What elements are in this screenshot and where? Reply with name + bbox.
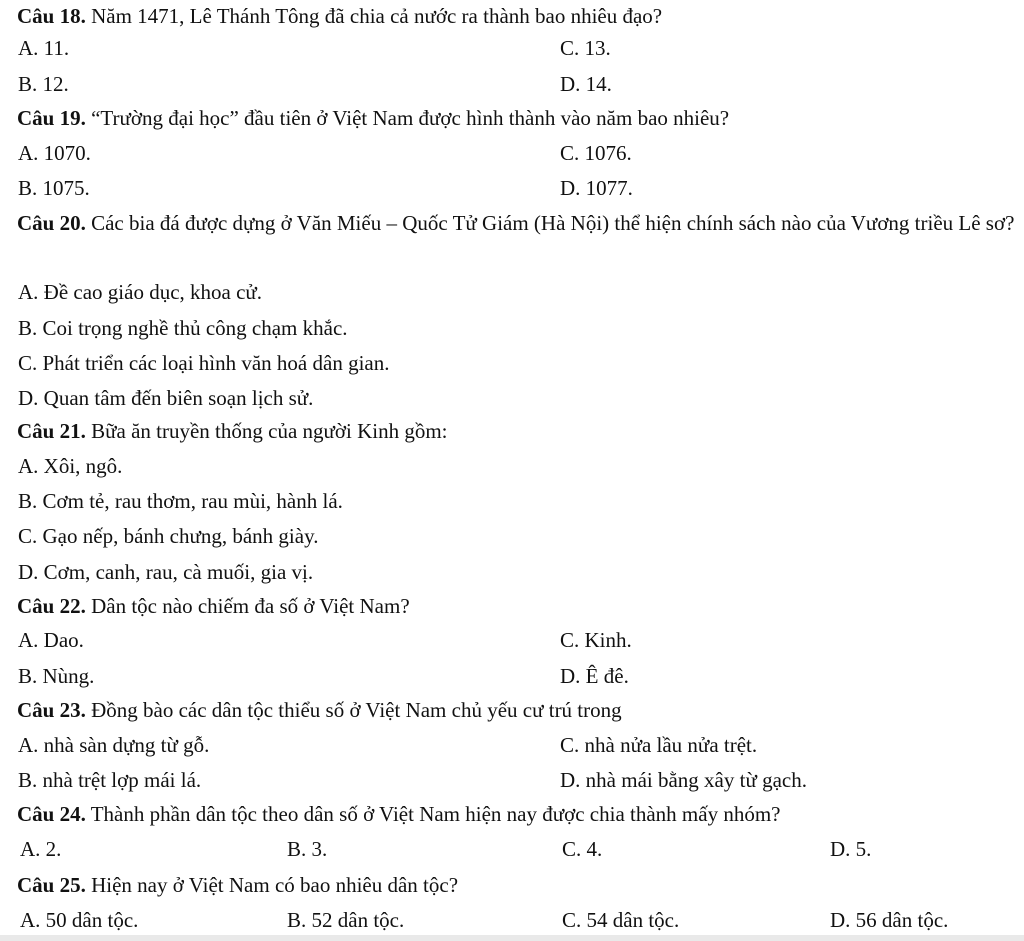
option-c: C. 4.: [562, 837, 603, 861]
question-text: Thành phần dân tộc theo dân số ở Việt Nam hiện nay được chia thành mấy nhóm?: [90, 802, 781, 826]
option-b: B. Coi trọng nghề thủ công chạm khắc.: [18, 316, 348, 340]
question-number: Câu 21.: [17, 419, 86, 443]
question-text: Hiện nay ở Việt Nam có bao nhiêu dân tộc?: [91, 873, 459, 897]
option-a: A. nhà sàn dựng từ gỗ.: [18, 733, 210, 757]
question-number: Câu 22.: [17, 594, 86, 618]
option-b: B. 1075.: [18, 176, 90, 200]
question-number: Câu 24.: [17, 802, 86, 826]
option-d: D. 1077.: [560, 176, 633, 200]
option-d: D. 56 dân tộc.: [830, 908, 949, 932]
question-text: Bữa ăn truyền thống của người Kinh gồm:: [91, 419, 448, 443]
question-number: Câu 25.: [17, 873, 86, 897]
option-c: C. 13.: [560, 36, 611, 60]
page-bottom-edge: [0, 935, 1024, 941]
option-b: B. 12.: [18, 72, 69, 96]
question-text: Các bia đá được dựng ở Văn Miếu – Quốc Tử Giám (Hà Nội) thể hiện chính sách nào của Vương triều Lê sơ?: [91, 211, 1015, 235]
question-19: [17, 100, 1018, 136]
option-b: B. nhà trệt lợp mái lá.: [18, 768, 202, 792]
option-c: C. Kinh.: [560, 628, 632, 652]
option-a: A. 2.: [20, 837, 62, 861]
option-a: A. 50 dân tộc.: [20, 908, 139, 932]
question-20: [17, 205, 1018, 241]
option-a: A. Đề cao giáo dục, khoa cử.: [18, 280, 263, 304]
question-23: [17, 692, 1018, 728]
option-b: B. 3.: [287, 837, 328, 861]
option-d: D. 5.: [830, 837, 872, 861]
option-c: C. 1076.: [560, 141, 632, 165]
option-c: C. nhà nửa lầu nửa trệt.: [560, 733, 758, 757]
question-text: “Trường đại học” đầu tiên ở Việt Nam được hình thành vào năm bao nhiêu?: [91, 106, 730, 130]
option-d: D. Quan tâm đến biên soạn lịch sử.: [18, 386, 314, 410]
question-18: [17, 0, 1018, 34]
question-text: Năm 1471, Lê Thánh Tông đã chia cả nước ra thành bao nhiêu đạo?: [91, 4, 663, 28]
question-number: Câu 18.: [17, 4, 86, 28]
option-d: D. nhà mái bằng xây từ gạch.: [560, 768, 807, 792]
option-c: C. Gạo nếp, bánh chưng, bánh giày.: [18, 524, 319, 548]
question-25: [17, 867, 1018, 903]
option-a: A. Xôi, ngô.: [18, 454, 123, 478]
question-22: [17, 588, 1018, 624]
question-24: [17, 796, 1018, 832]
question-number: Câu 23.: [17, 698, 86, 722]
question-number: Câu 19.: [17, 106, 86, 130]
option-c: C. 54 dân tộc.: [562, 908, 680, 932]
option-b: B. Cơm tẻ, rau thơm, rau mùi, hành lá.: [18, 489, 343, 513]
question-21: [17, 413, 1018, 449]
option-a: A. 11.: [18, 36, 70, 60]
option-d: D. Ê đê.: [560, 664, 629, 688]
option-b: B. 52 dân tộc.: [287, 908, 405, 932]
option-a: A. 1070.: [18, 141, 91, 165]
question-text: Dân tộc nào chiếm đa số ở Việt Nam?: [91, 594, 410, 618]
question-number: Câu 20.: [17, 211, 86, 235]
option-d: D. 14.: [560, 72, 612, 96]
option-d: D. Cơm, canh, rau, cà muối, gia vị.: [18, 560, 314, 584]
option-a: A. Dao.: [18, 628, 84, 652]
question-text: Đồng bào các dân tộc thiểu số ở Việt Nam chủ yếu cư trú trong: [91, 698, 622, 722]
option-c: C. Phát triển các loại hình văn hoá dân gian.: [18, 351, 390, 375]
option-b: B. Nùng.: [18, 664, 95, 688]
